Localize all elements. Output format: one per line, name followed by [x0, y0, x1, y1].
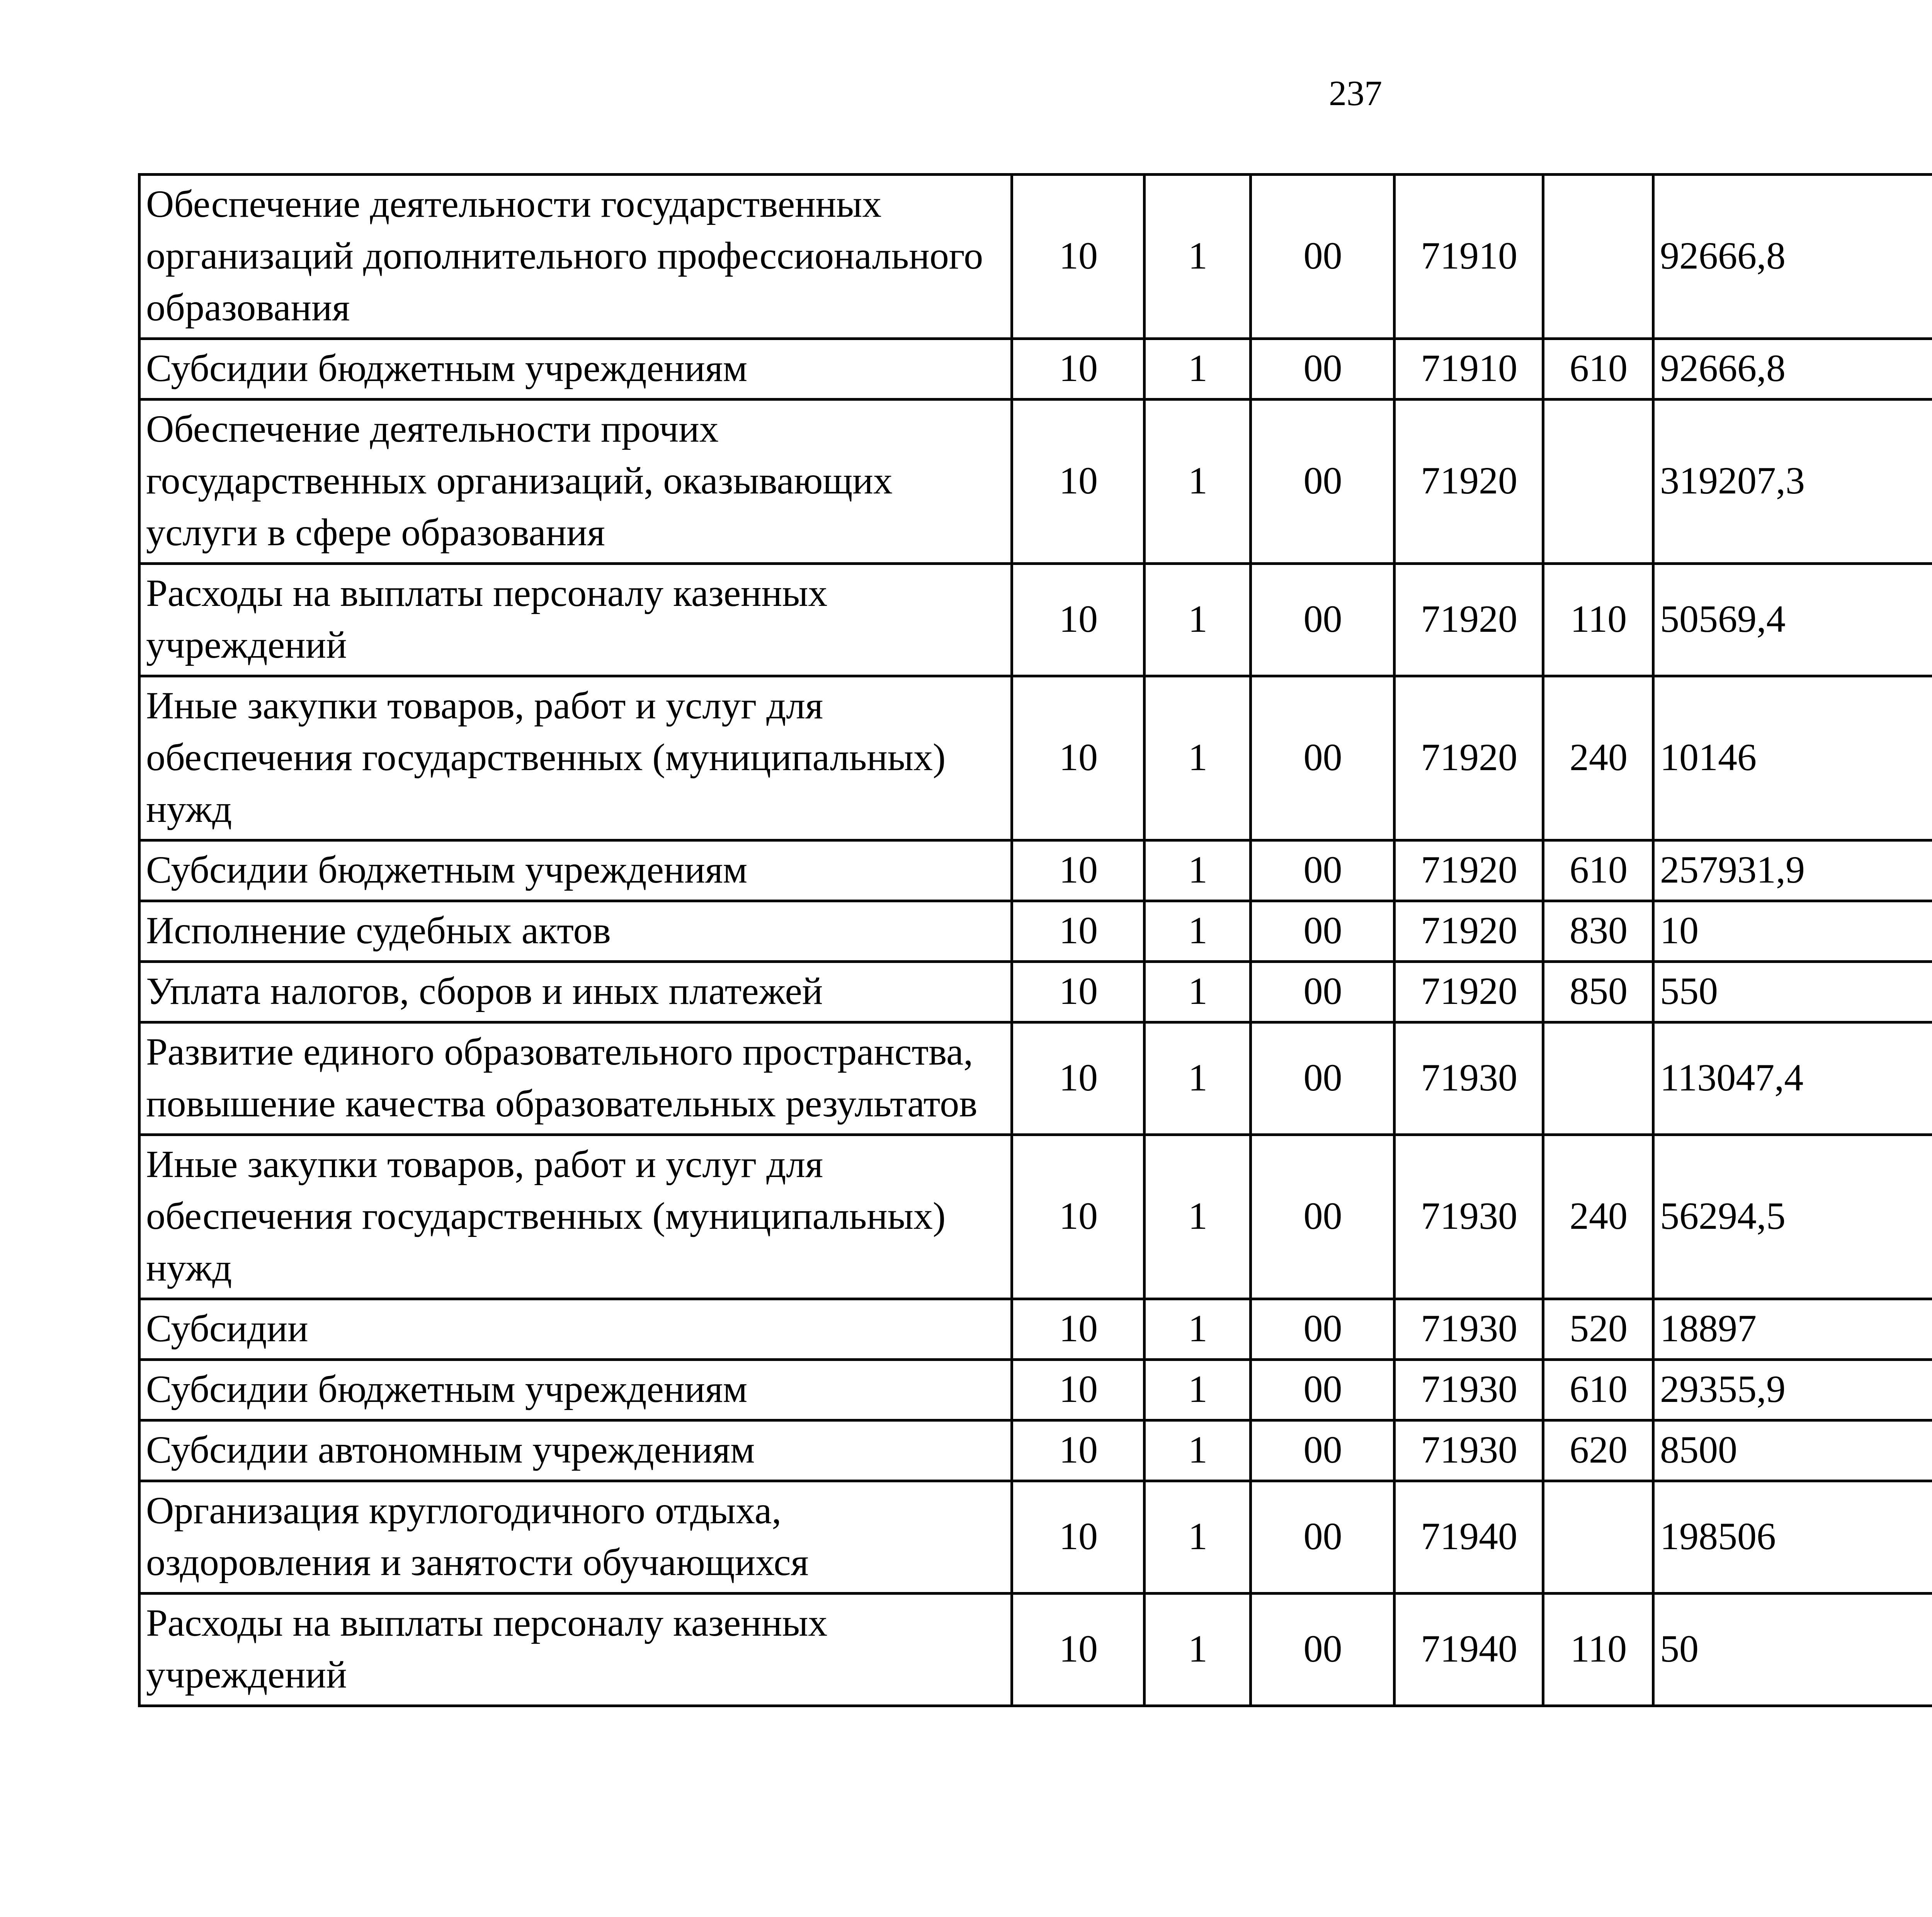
expense-type-cell: 110 — [1543, 1594, 1653, 1706]
subsection-code-cell: 1 — [1145, 1594, 1251, 1706]
expense-type-cell — [1543, 1022, 1653, 1135]
table-row — [139, 962, 1932, 1022]
section-code-cell: 10 — [1012, 1022, 1145, 1135]
expense-type-cell: 830 — [1543, 901, 1653, 962]
section-code-cell: 10 — [1012, 175, 1145, 339]
program-code-cell: 00 — [1251, 564, 1395, 676]
table-row — [139, 1022, 1932, 1135]
expense-type-cell: 240 — [1543, 676, 1653, 840]
program-code-cell: 00 — [1251, 1299, 1395, 1360]
amount-year-1-cell: 257931,9 — [1653, 840, 1932, 901]
row-name-cell: Субсидии бюджетным учреждениям — [139, 1360, 1012, 1420]
budget-table — [138, 173, 1932, 1707]
target-code-cell: 71930 — [1395, 1299, 1543, 1360]
amount-year-1-cell: 18897 — [1653, 1299, 1932, 1360]
section-code-cell: 10 — [1012, 676, 1145, 840]
target-code-cell: 71910 — [1395, 175, 1543, 339]
row-name-cell: Расходы на выплаты персоналу казенных учреждений — [139, 1594, 1012, 1706]
program-code-cell: 00 — [1251, 1420, 1395, 1481]
expense-type-cell: 110 — [1543, 564, 1653, 676]
amount-year-1-cell: 10146 — [1653, 676, 1932, 840]
target-code-cell: 71910 — [1395, 339, 1543, 400]
table-row — [139, 564, 1932, 676]
amount-year-1-cell: 56294,5 — [1653, 1135, 1932, 1299]
row-name-cell: Уплата налогов, сборов и иных платежей — [139, 962, 1012, 1022]
table-row — [139, 1594, 1932, 1706]
target-code-cell: 71920 — [1395, 400, 1543, 564]
expense-type-cell: 620 — [1543, 1420, 1653, 1481]
row-name-cell: Расходы на выплаты персоналу казенных учреждений — [139, 564, 1012, 676]
amount-year-1-cell: 50569,4 — [1653, 564, 1932, 676]
target-code-cell: 71920 — [1395, 676, 1543, 840]
row-name-cell: Субсидии автономным учреждениям — [139, 1420, 1012, 1481]
row-name-cell: Иные закупки товаров, работ и услуг для обеспечения государственных (муниципальных) нужд — [139, 1135, 1012, 1299]
section-code-cell: 10 — [1012, 901, 1145, 962]
section-code-cell: 10 — [1012, 1135, 1145, 1299]
amount-year-1-cell: 319207,3 — [1653, 400, 1932, 564]
target-code-cell: 71930 — [1395, 1135, 1543, 1299]
table-row — [139, 901, 1932, 962]
table-row — [139, 1360, 1932, 1420]
subsection-code-cell: 1 — [1145, 175, 1251, 339]
program-code-cell: 00 — [1251, 339, 1395, 400]
expense-type-cell: 610 — [1543, 339, 1653, 400]
subsection-code-cell: 1 — [1145, 1022, 1251, 1135]
program-code-cell: 00 — [1251, 400, 1395, 564]
row-name-cell: Субсидии — [139, 1299, 1012, 1360]
target-code-cell: 71930 — [1395, 1022, 1543, 1135]
expense-type-cell — [1543, 175, 1653, 339]
section-code-cell: 10 — [1012, 840, 1145, 901]
target-code-cell: 71930 — [1395, 1420, 1543, 1481]
expense-type-cell: 520 — [1543, 1299, 1653, 1360]
subsection-code-cell: 1 — [1145, 1481, 1251, 1594]
subsection-code-cell: 1 — [1145, 1420, 1251, 1481]
expense-type-cell — [1543, 400, 1653, 564]
section-code-cell: 10 — [1012, 339, 1145, 400]
subsection-code-cell: 1 — [1145, 962, 1251, 1022]
row-name-cell: Субсидии бюджетным учреждениям — [139, 339, 1012, 400]
section-code-cell: 10 — [1012, 1481, 1145, 1594]
program-code-cell: 00 — [1251, 1022, 1395, 1135]
subsection-code-cell: 1 — [1145, 676, 1251, 840]
program-code-cell: 00 — [1251, 1594, 1395, 1706]
row-name-cell: Развитие единого образовательного пространства, повышение качества образовательных результатов — [139, 1022, 1012, 1135]
section-code-cell: 10 — [1012, 564, 1145, 676]
program-code-cell: 00 — [1251, 676, 1395, 840]
table-row — [139, 1420, 1932, 1481]
table-row — [139, 175, 1932, 339]
program-code-cell: 00 — [1251, 1481, 1395, 1594]
subsection-code-cell: 1 — [1145, 1360, 1251, 1420]
target-code-cell: 71940 — [1395, 1481, 1543, 1594]
target-code-cell: 71920 — [1395, 564, 1543, 676]
target-code-cell: 71940 — [1395, 1594, 1543, 1706]
expense-type-cell: 610 — [1543, 840, 1653, 901]
table-row — [139, 676, 1932, 840]
row-name-cell: Организация круглогодичного отдыха, оздоровления и занятости обучающихся — [139, 1481, 1012, 1594]
target-code-cell: 71920 — [1395, 840, 1543, 901]
amount-year-1-cell: 198506 — [1653, 1481, 1932, 1594]
table-row — [139, 339, 1932, 400]
table-body — [139, 175, 1932, 1706]
expense-type-cell: 850 — [1543, 962, 1653, 1022]
program-code-cell: 00 — [1251, 1360, 1395, 1420]
amount-year-1-cell: 92666,8 — [1653, 339, 1932, 400]
target-code-cell: 71920 — [1395, 901, 1543, 962]
amount-year-1-cell: 29355,9 — [1653, 1360, 1932, 1420]
amount-year-1-cell: 50 — [1653, 1594, 1932, 1706]
target-code-cell: 71920 — [1395, 962, 1543, 1022]
amount-year-1-cell: 8500 — [1653, 1420, 1932, 1481]
table-row — [139, 840, 1932, 901]
program-code-cell: 00 — [1251, 1135, 1395, 1299]
program-code-cell: 00 — [1251, 175, 1395, 339]
table-row — [139, 400, 1932, 564]
row-name-cell: Иные закупки товаров, работ и услуг для обеспечения государственных (муниципальных) нужд — [139, 676, 1012, 840]
subsection-code-cell: 1 — [1145, 901, 1251, 962]
section-code-cell: 10 — [1012, 1360, 1145, 1420]
subsection-code-cell: 1 — [1145, 400, 1251, 564]
subsection-code-cell: 1 — [1145, 339, 1251, 400]
program-code-cell: 00 — [1251, 840, 1395, 901]
subsection-code-cell: 1 — [1145, 564, 1251, 676]
expense-type-cell: 610 — [1543, 1360, 1653, 1420]
section-code-cell: 10 — [1012, 1594, 1145, 1706]
section-code-cell: 10 — [1012, 1420, 1145, 1481]
row-name-cell: Субсидии бюджетным учреждениям — [139, 840, 1012, 901]
subsection-code-cell: 1 — [1145, 1299, 1251, 1360]
program-code-cell: 00 — [1251, 901, 1395, 962]
section-code-cell: 10 — [1012, 1299, 1145, 1360]
table-row — [139, 1135, 1932, 1299]
amount-year-1-cell: 113047,4 — [1653, 1022, 1932, 1135]
page-number: 237 — [1329, 73, 1382, 113]
program-code-cell: 00 — [1251, 962, 1395, 1022]
table-row — [139, 1299, 1932, 1360]
expense-type-cell — [1543, 1481, 1653, 1594]
amount-year-1-cell: 550 — [1653, 962, 1932, 1022]
row-name-cell: Обеспечение деятельности государственных организаций дополнительного профессионального образования — [139, 175, 1012, 339]
row-name-cell: Исполнение судебных актов — [139, 901, 1012, 962]
subsection-code-cell: 1 — [1145, 1135, 1251, 1299]
section-code-cell: 10 — [1012, 962, 1145, 1022]
target-code-cell: 71930 — [1395, 1360, 1543, 1420]
subsection-code-cell: 1 — [1145, 840, 1251, 901]
amount-year-1-cell: 92666,8 — [1653, 175, 1932, 339]
expense-type-cell: 240 — [1543, 1135, 1653, 1299]
row-name-cell: Обеспечение деятельности прочих государственных организаций, оказывающих услуги в сфере образования — [139, 400, 1012, 564]
section-code-cell: 10 — [1012, 400, 1145, 564]
amount-year-1-cell: 10 — [1653, 901, 1932, 962]
table-row — [139, 1481, 1932, 1594]
